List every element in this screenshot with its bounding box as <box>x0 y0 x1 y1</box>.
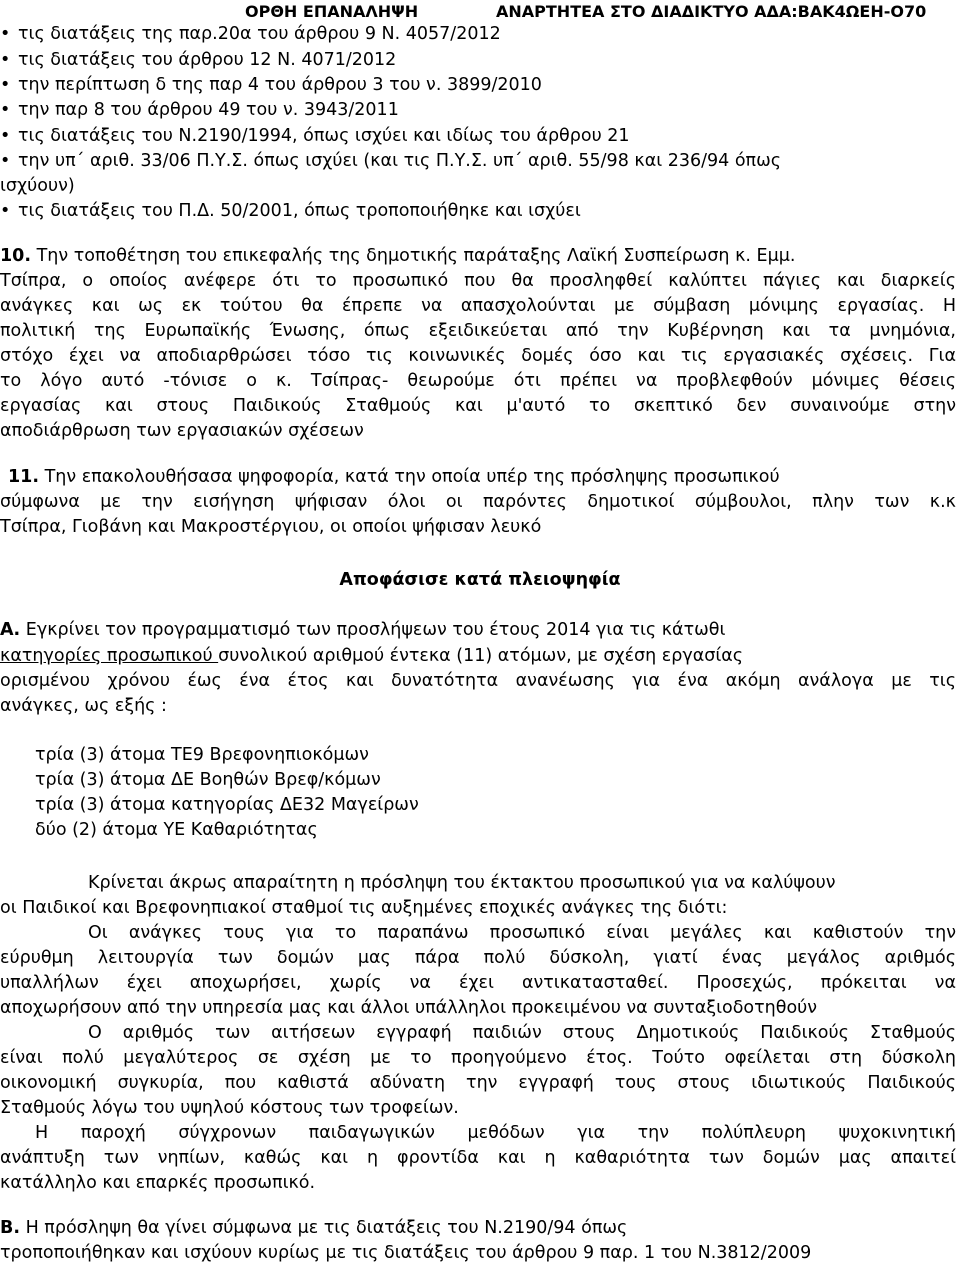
justification-line: αποχωρήσουν από την υπηρεσία μας και άλλοι υπάλληλοι προκειμένου να συνταξιοδοτηθούν <box>0 998 818 1018</box>
justification-line: κατάλληλο και επαρκές προσωπικό. <box>0 1173 316 1193</box>
section-a-label: Α. <box>0 620 21 640</box>
document-header-title: ΟΡΘΗ ΕΠΑΝΑΛΗΨΗ <box>245 2 419 21</box>
position-item: δύο (2) άτομα ΥΕ Καθαριότητας <box>35 820 318 840</box>
justification-line: είναι πολύ μεγαλύτερος σε σχέση με το προηγούμενο έτος. Τούτο οφείλεται στη δύσκολη <box>0 1048 956 1068</box>
justification-line: Σταθμούς λόγω του υψηλού κόστους των τροφείων. <box>0 1098 459 1118</box>
item-11-number: 11. <box>8 467 40 487</box>
decision-heading: Αποφάσισε κατά πλειοψηφία <box>339 570 621 590</box>
section-b-label: Β. <box>0 1218 20 1238</box>
justification-line: Κρίνεται άκρως απαραίτητη η πρόσληψη του έκτακτου προσωπικού για να καλύψουν <box>88 873 836 893</box>
item-10-number: 10. <box>0 246 32 266</box>
justification-line: οικονομική συγκυρία, που καθιστά αδύνατη την εγγραφή τους στους ιδιωτικούς Παιδικούς <box>0 1073 956 1093</box>
bullet-item: • την παρ 8 του άρθρου 49 του ν. 3943/2011 <box>0 98 956 122</box>
item-10-text: Την τοποθέτηση του επικεφαλής της δημοτικής παράταξης Λαϊκή Συσπείρωση κ. Εμμ. <box>36 246 796 266</box>
item-10-line: στόχο έχει να αποδιαρθρώσει τόσο τις κοινωνικές δομές όσο και τις εργασιακές σχέσεις. Για <box>0 346 956 366</box>
item-11-text: Την επακολουθήσασα ψηφοφορία, κατά την οποία υπέρ της πρόσληψης προσωπικού <box>44 467 780 487</box>
item-10-line: πολιτική της Ευρωπαϊκής Ένωσης, όπως εξειδικεύεται από την Κυβέρνηση και τα μνημόνια, <box>0 321 956 341</box>
item-10-line: εργασίας και στους Παιδικούς Σταθμούς και μ'αυτό το σκεπτικό δεν συναινούμε στην <box>0 396 956 416</box>
bullet-item: • τις διατάξεις του Π.Δ. 50/2001, όπως τροποποιήθηκε και ισχύει <box>0 199 956 223</box>
item-10-first-line <box>0 244 956 268</box>
bullet-item: • τις διατάξεις της παρ.20α του άρθρου 9 Ν. 4057/2012 <box>0 22 956 46</box>
item-10-line: ανάγκες και ως εκ τούτου θα έπρεπε να απασχολούνται με σύμβαση μόνιμης εργασίας. Η <box>0 296 956 316</box>
item-10-line: το λόγο αυτό -τόνισε ο κ. Τσίπρας- θεωρούμε ότι πρέπει να προβλεφθούν μόνιμες θέσεις <box>0 371 956 391</box>
justification-line: ανάπτυξη των νηπίων, καθώς και η φροντίδα και η καθαριότητα των δομών μας απαιτεί <box>0 1148 956 1168</box>
bullet-item: • την υπ΄ αριθ. 33/06 Π.Υ.Σ. όπως ισχύει (και τις Π.Υ.Σ. υπ΄ αριθ. 55/98 και 236/94 όπως <box>0 149 956 173</box>
section-a-text: συνολικού αριθμού έντεκα (11) ατόμων, με σχέση εργασίας <box>218 646 744 666</box>
position-item: τρία (3) άτομα κατηγορίας ΔΕ32 Μαγείρων <box>35 795 419 815</box>
item-10-line: Τσίπρα, ο οποίος ανέφερε ότι το προσωπικό που θα προσληφθεί καλύπτει πάγιες και διαρκείς <box>0 271 956 291</box>
position-item: τρία (3) άτομα ΔΕ Βοηθών Βρεφ/κόμων <box>35 770 381 790</box>
item-11-first-line <box>8 465 960 489</box>
section-b-text: Η πρόσληψη θα γίνει σύμφωνα με τις διατάξεις του Ν.2190/94 όπως <box>25 1218 628 1238</box>
item-11-line: σύμφωνα με την εισήγηση ψήφισαν όλοι οι παρόντες δημοτικοί σύμβουλοι, πλην των κ.κ <box>0 492 956 512</box>
bullet-continuation: ισχύουν) <box>0 176 75 196</box>
justification-line: Ο αριθμός των αιτήσεων εγγραφή παιδιών στους Δημοτικούς Παιδικούς Σταθμούς <box>88 1023 956 1043</box>
bullet-item: • τις διατάξεις του άρθρου 12 Ν. 4071/2012 <box>0 48 956 72</box>
item-11-line: Τσίπρα, Γιοβάνη και Μακροστέργιου, οι οποίοι ψήφισαν λευκό <box>0 517 542 537</box>
justification-line: εύρυθμη λειτουργία των δομών μας πάρα πολύ δύσκολη, γιατί ένας μεγάλος αριθμός <box>0 948 956 968</box>
ada-header: ΑΝΑΡΤΗΤΕΑ ΣΤΟ ΔΙΑΔΙΚΤΥΟ ΑΔΑ:ΒΑΚ4ΩΕΗ-Ο70 <box>496 2 927 21</box>
section-a-underlined: κατηγορίες προσωπικού <box>0 646 219 666</box>
section-a-line: ανάγκες, ως εξής : <box>0 696 167 716</box>
section-a-line: ορισμένου χρόνου έως ένα έτος και δυνατότητα ανανέωσης για ένα ακόμη ανάλογα με τις <box>0 671 956 691</box>
item-10-line: αποδιάρθρωση των εργασιακών σχέσεων <box>0 421 364 441</box>
section-a-line <box>0 644 956 668</box>
justification-line: οι Παιδικοί και Βρεφονηπιακοί σταθμοί τις αυξημένες εποχικές ανάγκες της διότι: <box>0 898 728 918</box>
justification-line: Οι ανάγκες τους για το παραπάνω προσωπικό είναι μεγάλες και καθιστούν την <box>88 923 956 943</box>
section-b-first-line <box>0 1216 956 1240</box>
bullet-item: • τις διατάξεις του Ν.2190/1994, όπως ισχύει και ιδίως του άρθρου 21 <box>0 124 956 148</box>
position-item: τρία (3) άτομα ΤΕ9 Βρεφονηπιοκόμων <box>35 745 369 765</box>
section-b-line: τροποποιήθηκαν και ισχύουν κυρίως με τις διατάξεις του άρθρου 9 παρ. 1 του Ν.3812/2009 <box>0 1243 812 1263</box>
section-a-first-line <box>0 618 956 642</box>
bullet-item: • την περίπτωση δ της παρ 4 του άρθρου 3 του ν. 3899/2010 <box>0 73 956 97</box>
justification-line: Η παροχή σύγχρονων παιδαγωγικών μεθόδων για την πολύπλευρη ψυχοκινητική <box>35 1123 956 1143</box>
section-a-text: Εγκρίνει τον προγραμματισμό των προσλήψεων του έτους 2014 για τις κάτωθι <box>25 620 726 640</box>
justification-line: υπαλλήλων έχει αποχωρήσει, χωρίς να έχει αντικατασταθεί. Προσεχώς, πρόκειται να <box>0 973 956 993</box>
